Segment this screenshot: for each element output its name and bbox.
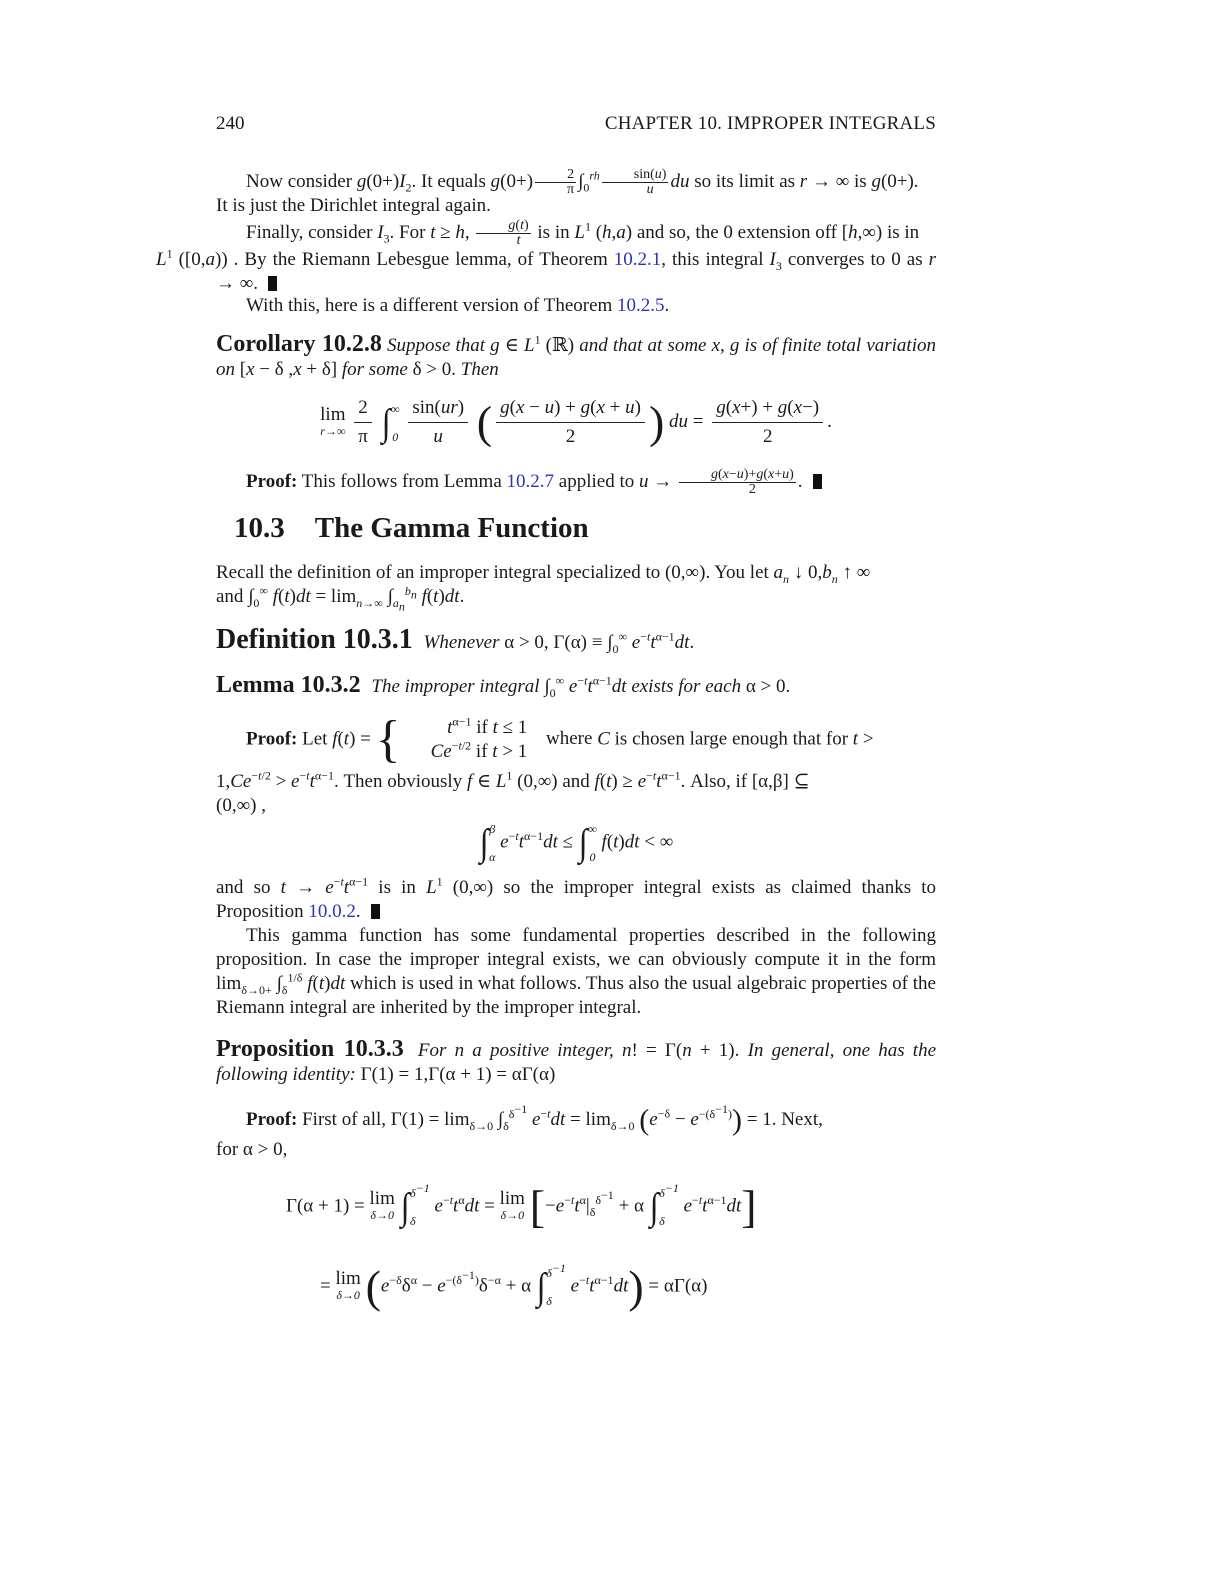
section-heading: 10.3 The Gamma Function	[234, 512, 589, 544]
paragraph-recall: Recall the definition of an improper integral specialized to (0,∞). You let $a_n$ ↓ $0,b_n$ ↑ ∞ and $\int_0^\infty$ $f(t)dt = \lim_{n\to\infty} \int_{a_n}^{b_n}$ f(t)dt.	[216, 562, 871, 614]
paragraph-gamma-properties: This gamma function has some fundamental properties described in the following proposition. In case the improper integral exists, we can obviously compute it in the form $\lim_{\delta\to 0+} \int_\delta^{1/\delta}$ f(t)dt which is used in what follows. Thus also the usual algebraic properties of the Riemann integral are inherited by the improper integral.	[216, 925, 936, 1018]
paragraph-dirichlet: Now consider $g(0+)I_2$. It equals g(0+) $\frac{2}{\pi}$ $\int_0^{rh}$ $\frac{\sin(u)}{u}$ du so its limit as r → ∞ is g(0+).	[246, 167, 919, 197]
page-number: 240	[216, 113, 245, 134]
qed-mark	[371, 904, 380, 919]
corollary-proof: Proof: This follows from Lemma 10.2.7 applied to u → $\frac{g(x-u)+g(x+u)}{2}$ .	[216, 468, 936, 497]
paragraph-dirichlet-end: It is just the Dirichlet integral again.	[216, 195, 491, 216]
definition-10-3-1: Definition 10.3.1 Whenever α > 0, $\Gamma(\alpha) \equiv \int_0^\infty$ $e^{-t}t^{\alpha-1}dt$.	[216, 624, 695, 656]
proposition-label: Proposition 10.3.3	[216, 1036, 404, 1062]
gamma-recursion-eq2: = lim δ→0 ($e^{-\delta}\delta^\alpha - e^{-(\delta^{-1})}\delta^{-\alpha} + \alpha$ $\int\delta^{-1}$ δ $e^{-t}t^{\alpha-1}dt) = \alpha\Gamma(\alpha)$	[320, 1261, 708, 1312]
ref-lemma-10-2-7[interactable]: 10.2.7	[506, 470, 555, 492]
proposition-proof-line2: for α > 0,	[216, 1139, 288, 1160]
proposition-proof-line1: Proof: First of all, $\Gamma(1) = \lim_{\delta\to 0} \int_\delta^{\delta^{-1}}$ $e^{-t}dt = \lim_{\delta\to 0} (e^{-\delta} - e^{-(\delta^{-1})}) = 1$. Next,	[246, 1101, 823, 1137]
lemma-proof-line1: Proof: Let f(t) = { $t^{\alpha-1}$ if t ≤ 1 $Ce^{-t/2}$ if t > 1 where C is chosen large enough that for t >	[246, 711, 874, 768]
page	[156, 0, 937, 1584]
ref-proposition-10-0-2[interactable]: 10.0.2	[308, 901, 356, 922]
ref-theorem-10-2-5[interactable]: 10.2.5	[617, 295, 665, 316]
corollary-equation: lim r→∞ $\frac{2}{\pi}$ ∫∞ 0 $\frac{\sin(ur)}{u}$ ( $\frac{g(x - u) + g(x + u)}{2}$ ) du = $\frac{g(x+) + g(x-)}{2}$ .	[320, 396, 832, 448]
qed-mark	[268, 276, 277, 291]
lemma-proof-conclusion: and so $t \to e^{-t}t^{\alpha-1}$ is in $L^1$ (0,∞) so the improper integral exists as claimed thanks to Proposition 10.0.2.	[216, 874, 937, 922]
definition-label: Definition 10.3.1	[216, 624, 413, 655]
corollary-label: Corollary 10.2.8	[216, 331, 382, 357]
lemma-proof-line2: $1,Ce^{-t/2} > e^{-t}t^{\alpha-1}$. Then obviously f ∈ $L^1$ (0,∞) and $f(t) \ge e^{-t}t^{\alpha-1}$. Also, if [α,β] ⊆ (0,∞) ,	[216, 768, 810, 816]
corollary-10-2-8: Corollary 10.2.8 Suppose that g ∈ $L^1$ (ℝ) and that at some x, g is of finite total variation on [x − δ ,x + δ] for some δ > 0. Then	[216, 331, 936, 380]
paragraph-i3: Finally, consider $I_3$. For t ≥ h, $\frac{g(t)}{t}$ is in $L^1$ (h,a) and so, the 0 extension off [h,∞) is in $L^1$ ([0,a)) . By the Riemann Lebesgue lemma, of Theorem 10.2.1, this integral $I_3$ converges to 0 as r → ∞.	[156, 218, 937, 294]
gamma-recursion-eq1: Γ(α + 1) = lim δ→0 $\int\delta^{-1}$ δ $e^{-t}t^\alpha dt = \lim$ δ→0 [$-e^{-t}t^\alpha|_\delta^{\delta^{-1}} + \alpha$ $\int\delta^{-1}$ δ $e^{-t}t^{\alpha-1}dt$]	[286, 1181, 757, 1232]
qed-mark	[813, 474, 822, 489]
paragraph-transition: With this, here is a different version of Theorem 10.2.5.	[246, 295, 670, 316]
chapter-title: CHAPTER 10. IMPROPER INTEGRALS	[604, 113, 936, 134]
lemma-label: Lemma 10.3.2	[216, 672, 361, 698]
lemma-10-3-2: Lemma 10.3.2 The improper integral $\int_0^\infty$ $e^{-t}t^{\alpha-1}dt$ exists for each α > 0.	[216, 672, 791, 700]
lemma-proof-inequality: ∫β α $e^{-t}t^{\alpha-1}dt$ ≤ ∫∞ 0 f(t)dt < ∞	[479, 822, 674, 864]
running-header	[216, 112, 936, 138]
ref-theorem-10-2-1[interactable]: 10.2.1	[613, 249, 662, 270]
proposition-10-3-3: Proposition 10.3.3 For n a positive integer, n! = Γ(n + 1). In general, one has the following identity: Γ(1) = 1,Γ(α + 1) = αΓ(α)	[216, 1036, 937, 1085]
